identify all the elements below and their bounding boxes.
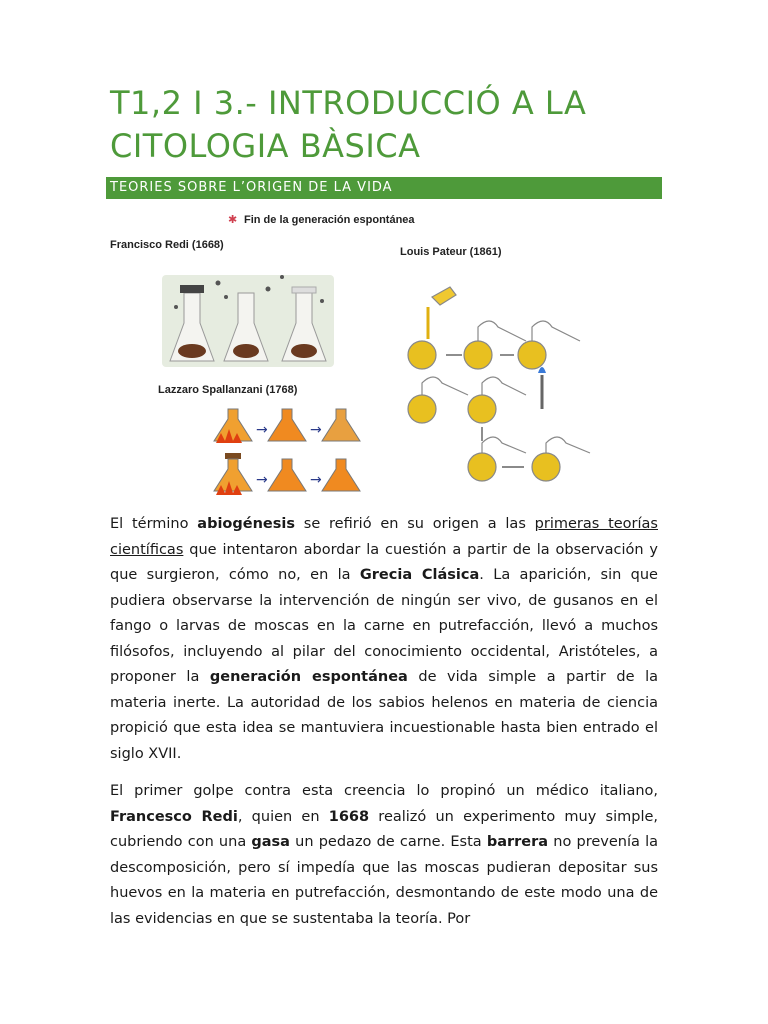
text-run: , quien en bbox=[237, 808, 329, 825]
paragraph-redi bbox=[110, 779, 658, 932]
bold-term-grecia-clasica: Grecia Clásica bbox=[359, 567, 480, 583]
figure-heading: Fin de la generación espontánea bbox=[244, 214, 415, 226]
bold-term-1668: 1668 bbox=[328, 808, 370, 825]
text-run: . La aparición, sin que pudiera observarse la intervención de ningún ser vivo, de gusanos en el fango o larvas de moscas en la carne en putrefacción, llevó a muchos filósofos, incluyendo al pilar del conocimiento occidental, Aristóteles, a proponer la bbox=[110, 567, 658, 685]
section-heading: TEORIES SOBRE L’ORIGEN DE LA VIDA bbox=[110, 180, 393, 195]
section-heading-bar bbox=[106, 177, 662, 199]
arrow-icon: → bbox=[256, 422, 268, 438]
arrow-icon: → bbox=[310, 472, 322, 488]
text-run: realizó un experimento muy simple, cubriendo con una bbox=[110, 808, 659, 850]
bold-term-generacion-espontanea: generación espontánea bbox=[209, 669, 408, 685]
pasteur-swan-neck-flasks-drawing bbox=[408, 287, 590, 481]
pasteur-label: Louis Pateur (1861) bbox=[400, 246, 502, 258]
text-run: un pedazo de carne. Esta bbox=[289, 834, 487, 850]
text-run: El primer golpe contra esta creencia lo propinó un médico italiano, bbox=[110, 783, 658, 799]
text-run: que intentaron abordar la cuestión a partir de la observación y que surgieron, cómo no, en la bbox=[110, 541, 658, 583]
redi-label: Francisco Redi (1668) bbox=[110, 239, 224, 251]
text-run: no prevenía la descomposición, pero sí impedía que las moscas pudieran depositar sus huevos en la materia en putrefacción, desmontando de este modo una de las evidencias en que se sustentaba la teoría. Por bbox=[110, 834, 658, 927]
body-text bbox=[110, 512, 658, 944]
figure-heading-bullet-icon: ✱ bbox=[228, 213, 238, 226]
redi-flasks-photo bbox=[162, 275, 334, 367]
bold-term-gasa: gasa bbox=[251, 834, 290, 850]
spallanzani-label: Lazzaro Spallanzani (1768) bbox=[158, 384, 298, 396]
arrow-icon: → bbox=[310, 422, 322, 438]
bold-term-abiogenesis: abiogénesis bbox=[197, 516, 295, 532]
underlined-term: primeras teorías científicas bbox=[110, 516, 658, 558]
text-run: se refirió en su origen a las bbox=[294, 516, 535, 532]
text-run: El término bbox=[110, 516, 198, 532]
arrow-icon: → bbox=[256, 472, 268, 488]
document-title: T1,2 I 3.- INTRODUCCIÓ A LA CITOLOGIA BÀSICA bbox=[110, 84, 587, 165]
generation-experiments-figure bbox=[106, 203, 662, 505]
paragraph-abiogenesis bbox=[110, 512, 658, 767]
spallanzani-flasks-drawing bbox=[214, 409, 360, 495]
bold-term-francesco-redi: Francesco Redi bbox=[110, 808, 238, 825]
text-run: de vida simple a partir de la materia inerte. La autoridad de los sabios helenos en materia de ciencia propició que esta idea se mantuviera incuestionable hasta bien entrado el siglo XVII. bbox=[110, 669, 659, 762]
bold-term-barrera: barrera bbox=[486, 834, 549, 850]
